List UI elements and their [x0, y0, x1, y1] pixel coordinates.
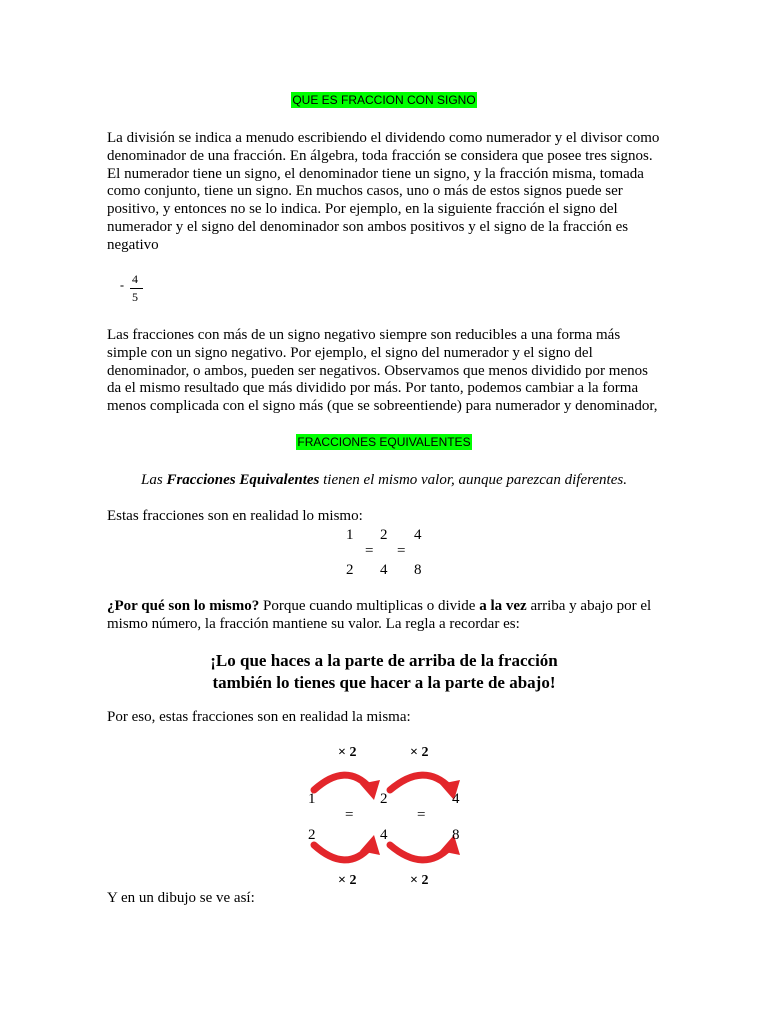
rule-line: también lo tienes que hacer a la parte de abajo!	[212, 673, 556, 692]
highlighted-heading-text: FRACCIONES EQUIVALENTES	[297, 435, 471, 449]
rule-line: ¡Lo que haces a la parte de arriba de la fracción	[210, 651, 558, 670]
multiplier-label-bottom-2: × 2	[410, 873, 429, 888]
numerator-2: 2	[380, 527, 388, 543]
denominator-3: 8	[414, 562, 422, 578]
fraction-denominator: 5	[132, 290, 138, 304]
numerator-1: 1	[346, 527, 354, 543]
paragraph-line: como conjunto, tiene un signo. En muchos casos, uno o más de estos signos puede ser	[107, 183, 623, 200]
multiplier-label-top-2: × 2	[410, 745, 429, 760]
paragraph-line: denominador, o ambos, pueden ser negativos. Observamos que menos dividido por menos	[107, 362, 648, 379]
multiplier-label-top-1: × 2	[338, 745, 357, 760]
arrow-top-right	[390, 775, 460, 800]
diagram-equals-1: =	[345, 807, 354, 823]
why-text-2: arriba y abajo por el	[526, 598, 652, 614]
equals-sign-1: =	[365, 543, 374, 559]
why-emphasis: a la vez	[479, 598, 527, 614]
numerator-3: 4	[414, 527, 422, 543]
denominator-2: 4	[380, 562, 388, 578]
paragraph-line: menos complicada con el signo más (que se sobreentiende) para numerador y denominador,	[107, 398, 658, 415]
diagram-numerator-1: 1	[308, 791, 316, 807]
diagram-equals-2: =	[417, 807, 426, 823]
diagram-numerator-3: 4	[452, 791, 460, 807]
paragraph-line: da el mismo resultado que más dividido por más. Por tanto, podemos cambiar a la forma	[107, 380, 639, 397]
paragraph-line: denominador de una fracción. En álgebra, toda fracción se considera que posee tres signos.	[107, 147, 653, 164]
paragraph-line: negativo	[107, 236, 159, 253]
paragraph-line: El numerador tiene un signo, el denominador tiene un signo, y la fracción misma, tomada	[107, 165, 644, 182]
multiplier-label-bottom-1: × 2	[338, 873, 357, 888]
paragraph-line: positivo, y entonces no se lo indica. Por ejemplo, en la siguiente fracción el signo del	[107, 201, 618, 218]
why-line-2: mismo número, la fracción mantiene su valor. La regla a recordar es:	[107, 615, 520, 632]
diagram-denominator-2: 4	[380, 827, 388, 843]
intro2-text: Por eso, estas fracciones son en realidad la misma:	[107, 709, 411, 725]
diagram-denominator-1: 2	[308, 827, 316, 843]
intro-text: Estas fracciones son en realidad lo mismo:	[107, 508, 363, 524]
definition-prefix: Las	[141, 472, 167, 488]
fraction-sign: -	[120, 278, 124, 292]
arrow-bottom-left	[314, 835, 380, 860]
arrow-top-left	[314, 775, 380, 800]
why-text-1: Porque cuando multiplicas o divide	[259, 598, 480, 614]
equals-sign-2: =	[397, 543, 406, 559]
paragraph-line: simple con un signo negativo. Por ejemplo, el signo del numerador y el signo del	[107, 344, 593, 361]
paragraph-line: La división se indica a menudo escribiendo el dividendo como numerador y el divisor como	[107, 130, 660, 146]
diagram-denominator-3: 8	[452, 827, 460, 843]
fraction-numerator: 4	[132, 272, 138, 286]
paragraph-line: Las fracciones con más de un signo negativo siempre son reducibles a una forma más	[107, 327, 621, 343]
diagram-numerator-2: 2	[380, 791, 388, 807]
closing-text: Y en un dibujo se ve así:	[107, 890, 255, 906]
paragraph-line: numerador y el signo del denominador son ambos positivos y el signo de la fracción es	[107, 218, 629, 235]
definition-term: Fracciones Equivalentes	[166, 472, 320, 488]
why-question: ¿Por qué son lo mismo?	[107, 598, 260, 614]
denominator-1: 2	[346, 562, 354, 578]
highlighted-heading-text: QUE ES FRACCION CON SIGNO	[292, 93, 476, 107]
arrow-bottom-right	[390, 835, 460, 860]
definition-suffix: tienen el mismo valor, aunque parezcan diferentes.	[319, 472, 627, 488]
